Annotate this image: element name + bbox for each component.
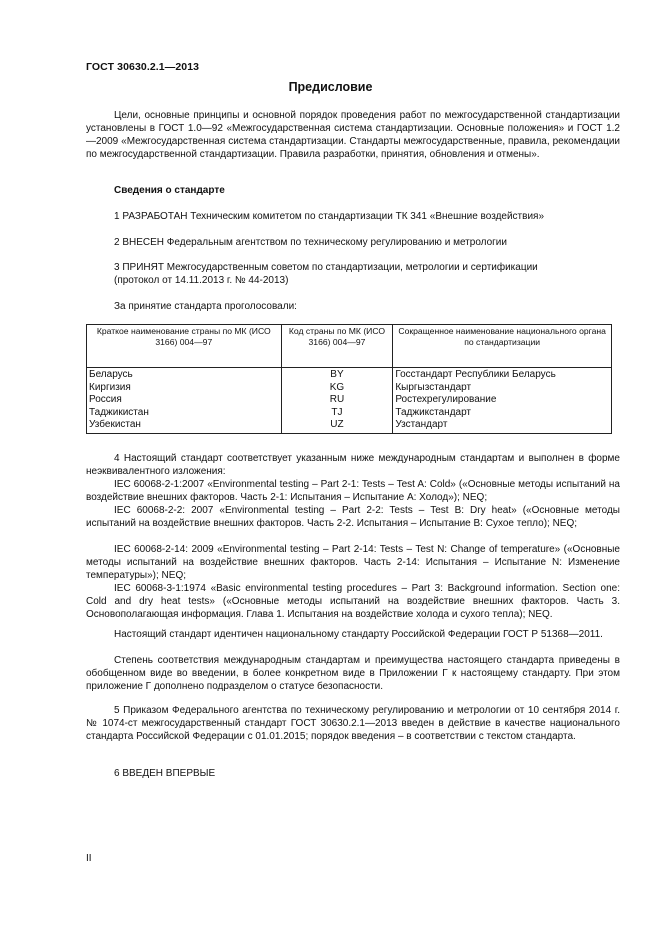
country-code: KG [281,382,393,395]
country-code: RU [281,394,393,407]
voting-table [86,324,612,434]
item-1-developed: 1 РАЗРАБОТАН Техническим комитетом по стандартизации ТК 341 «Внешние воздействия» [114,211,545,222]
reference-iec-60068-2-14: IEC 60068-2-14: 2009 «Environmental testing – Part 2-14: Tests – Test N: Change of temperature» («Основные методы испытаний на воздействие внешних факторов. Часть 2-14: Испытания – Испытание N: Изменение температуры»); NEQ; [86,544,620,581]
reference-iec-60068-2-2: IEC 60068-2-2: 2007 «Environmental testing – Part 2-2: Tests – Test B: Dry heat» («Основные методы испытаний на воздействие внешних факторов. Часть 2-2. Испытания – Испытание В: Сухое тепло); NEQ; [86,505,620,529]
vote-intro: За принятие стандарта проголосовали: [114,301,297,312]
intro-paragraph: Цели, основные принципы и основной порядок проведения работ по межгосударственной стандартизации установлены в ГОСТ 1.0—92 «Межгосударственная система стандартизации. Основные положения» и ГОСТ 1.2—2009 «Межгосударственная система стандартизации. Стандарты межгосударственные, правила, рекомендации по межгосударственной стандартизации. Правила разработки, принятия, обновления и отмены». [86,110,620,160]
table-row [87,394,612,407]
standards-body: Таджикстандарт [393,407,612,420]
table-header-row [87,325,612,368]
page-title: Предисловие [288,80,373,94]
item-6-first-introduced: 6 ВВЕДЕН ВПЕРВЫЕ [114,768,216,779]
country-code: UZ [281,419,393,433]
standards-body: Госстандарт Республики Беларусь [393,368,612,382]
country-code: BY [281,368,393,382]
item-4-intro: 4 Настоящий стандарт соответствует указанным ниже международным стандартам и выполнен в форме неэквивалентного изложения: [86,453,620,477]
item-2-submitted: 2 ВНЕСЕН Федеральным агентством по техническому регулированию и метрологии [114,237,507,248]
item-3-adopted-line1: 3 ПРИНЯТ Межгосударственным советом по стандартизации, метрологии и сертификации [114,262,538,273]
section-heading: Сведения о стандарте [114,185,225,196]
country-name: Беларусь [87,368,282,382]
reference-iec-60068-3-1: IEC 60068-3-1:1974 «Basic environmental testing procedures – Part 3: Background information. Section one: Cold and dry heat tests» («Основные методы испытаний на воздействие внешних факторов. Часть 3. Основополагающая информация. Глава 1. Испытания на воздействие холода и сухого тепла); NEQ. [86,583,620,620]
country-name: Узбекистан [87,419,282,433]
column-header-code: Код страны по МК (ИСО 3166) 004—97 [281,325,393,368]
standards-body: Кыргызстандарт [393,382,612,395]
standards-body: Ростехрегулирование [393,394,612,407]
item-3-adopted-line2: (протокол от 14.11.2013 г. № 44-2013) [114,275,289,286]
column-header-country: Краткое наименование страны по МК (ИСО 3166) 004—97 [87,325,282,368]
table-row [87,382,612,395]
page-number: II [86,853,92,864]
standards-body: Узстандарт [393,419,612,433]
table-row [87,419,612,433]
identical-standard-note: Настоящий стандарт идентичен национальному стандарту Российской Федерации ГОСТ Р 51368—2011. [114,629,603,640]
table-row [87,407,612,420]
table-row [87,368,612,382]
country-name: Россия [87,394,282,407]
document-id-header: ГОСТ 30630.2.1—2013 [86,61,200,73]
country-name: Киргизия [87,382,282,395]
item-5-order: 5 Приказом Федерального агентства по техническому регулированию и метрологии от 10 сентября 2014 г. № 1074-ст межгосударственный стандарт ГОСТ 30630.2.1—2013 введен в действие в качестве национального стандарта Российской Федерации с 01.01.2015; порядок введения – в соответствии с текстом стандарта. [86,705,620,742]
column-header-body: Сокращенное наименование национального органа по стандартизации [393,325,612,368]
degree-of-conformity: Степень соответствия международным стандартам и преимущества настоящего стандарта приведены в обобщенном виде во введении, в более конкретном виде в Приложении Г к настоящему стандарту. При этом приложение Г дополнено подразделом о статусе безопасности. [86,655,620,692]
country-code: TJ [281,407,393,420]
country-name: Таджикистан [87,407,282,420]
reference-iec-60068-2-1: IEC 60068-2-1:2007 «Environmental testing – Part 2-1: Tests – Test A: Cold» («Основные методы испытаний на воздействие внешних факторов. Часть 2-1: Испытания – Испытание А: Холод»); NEQ; [86,479,620,503]
